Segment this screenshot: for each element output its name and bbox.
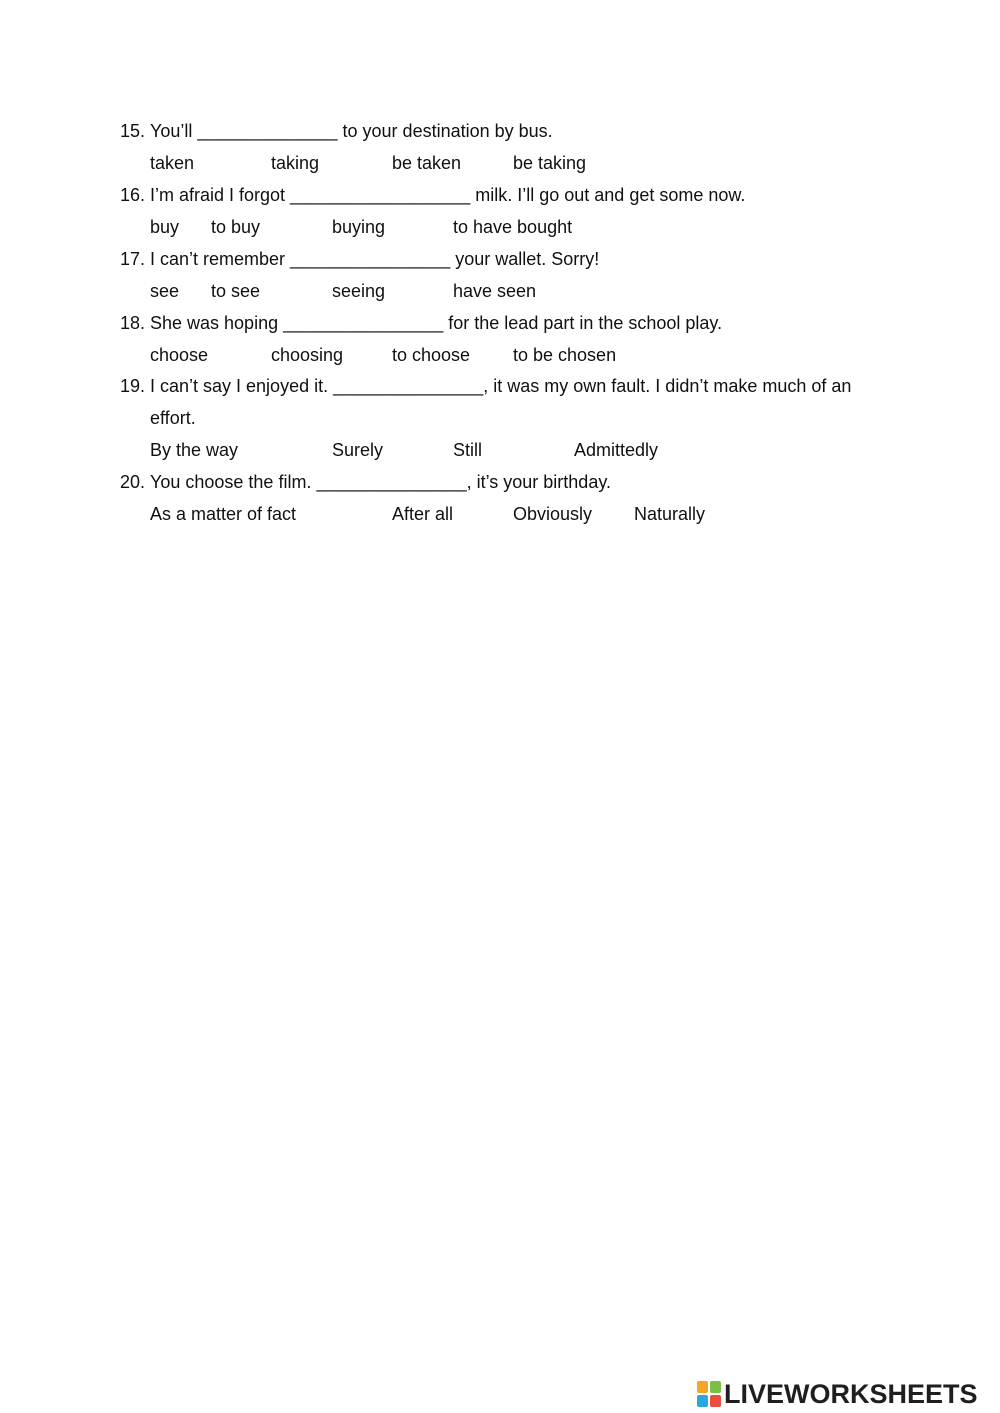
option[interactable]: have seen [453, 281, 537, 301]
question-number: 20. [120, 472, 146, 492]
option[interactable]: to see [211, 281, 261, 301]
question-number: 17. [120, 249, 146, 269]
option[interactable]: Naturally [634, 504, 706, 524]
question-text: You’ll ______________ to your destination by bus. [150, 121, 553, 141]
question-text-continued: effort. [150, 408, 196, 428]
option[interactable]: Obviously [513, 504, 593, 524]
question-number: 18. [120, 313, 146, 333]
option[interactable]: to have bought [453, 217, 573, 237]
question-number: 15. [120, 121, 146, 141]
option[interactable]: choose [150, 345, 209, 365]
question-text: I’m afraid I forgot __________________ milk. I’ll go out and get some now. [150, 185, 746, 205]
option[interactable]: buy [150, 217, 180, 237]
question-number: 16. [120, 185, 146, 205]
question-text: I can’t say I enjoyed it. _______________, it was my own fault. I didn’t make much of an [150, 376, 852, 396]
question-text: You choose the film. _______________, it’s your birthday. [150, 472, 611, 492]
option[interactable]: to buy [211, 217, 261, 237]
option[interactable]: to be chosen [513, 345, 617, 365]
option[interactable]: Admittedly [574, 440, 659, 460]
option[interactable]: Surely [332, 440, 384, 460]
option[interactable]: By the way [150, 440, 239, 460]
option[interactable]: taken [150, 153, 195, 173]
option[interactable]: seeing [332, 281, 386, 301]
option[interactable]: As a matter of fact [150, 504, 297, 524]
option[interactable]: taking [271, 153, 320, 173]
question-text: I can’t remember ________________ your wallet. Sorry! [150, 249, 600, 269]
option[interactable]: be taken [392, 153, 462, 173]
logo-text: LIVEWORKSHEETS [724, 1378, 978, 1409]
option[interactable]: buying [332, 217, 386, 237]
option[interactable]: be taking [513, 153, 587, 173]
question-text: She was hoping ________________ for the lead part in the school play. [150, 313, 723, 333]
option[interactable]: see [150, 281, 180, 301]
option[interactable]: to choose [392, 345, 471, 365]
option[interactable]: Still [453, 440, 483, 460]
liveworksheets-logo-icon [697, 1381, 721, 1407]
liveworksheets-logo [697, 1378, 978, 1410]
option[interactable]: choosing [271, 345, 344, 365]
question-number: 19. [120, 376, 146, 396]
option[interactable]: After all [392, 504, 454, 524]
